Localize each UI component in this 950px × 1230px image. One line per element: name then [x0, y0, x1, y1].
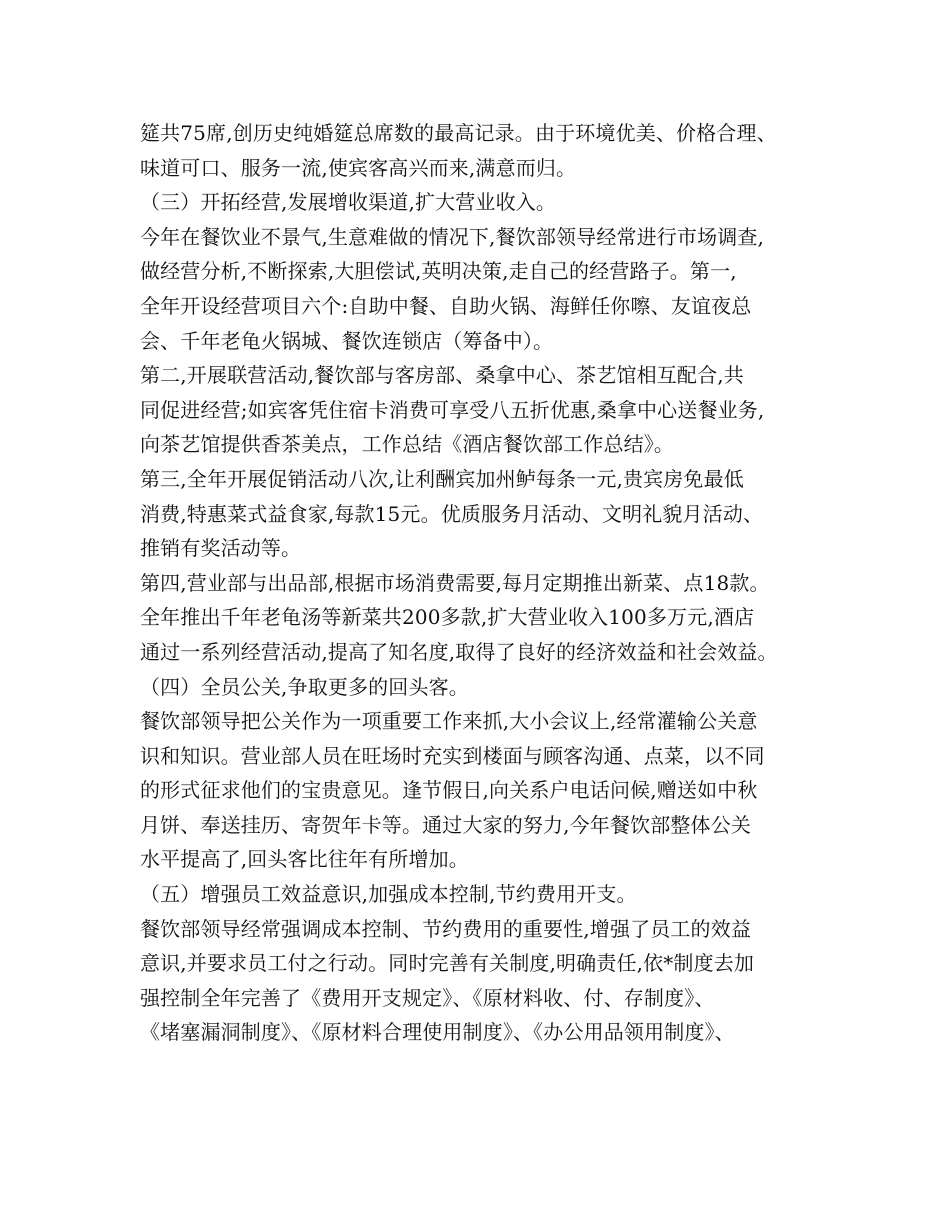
text-line: 全年推出千年老龟汤等新菜共200多款,扩大营业收入100多万元,酒店 — [140, 605, 755, 630]
text-line: 向茶艺馆提供香茶美点，工作总结《酒店餐饮部工作总结》。 — [140, 432, 675, 457]
document-body — [140, 116, 830, 1050]
text-line: 做经营分析,不断探索,大胆偿试,英明决策,走自己的经营路子。第一, — [140, 259, 737, 284]
text-line: 消费,特惠菜式益食家,每款15元。优质服务月活动、文明礼貌月活动、 — [140, 501, 764, 526]
text-line: 的形式征求他们的宝贵意见。逢节假日,向关系户电话问候,赠送如中秋 — [140, 778, 758, 803]
text-line: 味道可口、服务一流,使宾客高兴而来,满意而归。 — [140, 155, 577, 180]
text-line: 全年开设经营项目六个:自助中餐、自助火锅、海鲜任你嚓、友谊夜总 — [140, 293, 752, 318]
text-line: 月饼、奉送挂历、寄贺年卡等。通过大家的努力,今年餐饮部整体公关 — [140, 812, 752, 837]
text-line: 餐饮部领导把公关作为一项重要工作来抓,大小会议上,经常灌输公关意 — [140, 709, 758, 734]
text-line: 推销有奖活动等。 — [140, 536, 302, 561]
text-line: 强控制全年完善了《费用开支规定》、《原材料收、付、存制度》、 — [140, 985, 715, 1010]
section-heading: （四）全员公关,争取更多的回头客。 — [140, 674, 469, 699]
text-line: 通过一系列经营活动,提高了知名度,取得了良好的经济效益和社会效益。 — [140, 639, 778, 664]
text-line: 《堵塞漏洞制度》、《原材料合理使用制度》、《办公用品领用制度》、 — [140, 1020, 735, 1045]
text-line: 意识,并要求员工付之行动。同时完善有关制度,明确责任,依*制度去加 — [140, 951, 755, 976]
text-line: 第四,营业部与出品部,根据市场消费需要,每月定期推出新菜、点18款。 — [140, 570, 770, 595]
text-line: 第三,全年开展促销活动八次,让利酬宾加州鲈每条一元,贵宾房免最低 — [140, 466, 744, 491]
text-line: 会、千年老龟火锅城、餐饮连锁店（筹备中）。 — [140, 328, 554, 353]
text-line: 同促进经营;如宾客凭住宿卡消费可享受八五折优惠,桑拿中心送餐业务, — [140, 397, 765, 422]
text-line: 第二,开展联营活动,餐饮部与客房部、桑拿中心、茶艺馆相互配合,共 — [140, 363, 744, 388]
text-line: 今年在餐饮业不景气,生意难做的情况下,餐饮部领导经常进行市场调查, — [140, 224, 765, 249]
text-line: 筵共75席,创历史纯婚筵总席数的最高记录。由于环境优美、价格合理、 — [140, 121, 777, 145]
section-heading: （五）增强员工效益意识,加强成本控制,节约费用开支。 — [140, 882, 637, 907]
section-heading: （三）开拓经营,发展增收渠道,扩大营业收入。 — [140, 190, 557, 215]
text-line: 水平提高了,回头客比往年有所增加。 — [140, 847, 469, 872]
text-line: 识和知识。营业部人员在旺场时充实到楼面与顾客沟通、点菜，以不同 — [140, 743, 765, 768]
text-line: 餐饮部领导经常强调成本控制、节约费用的重要性,增强了员工的效益 — [140, 916, 752, 941]
